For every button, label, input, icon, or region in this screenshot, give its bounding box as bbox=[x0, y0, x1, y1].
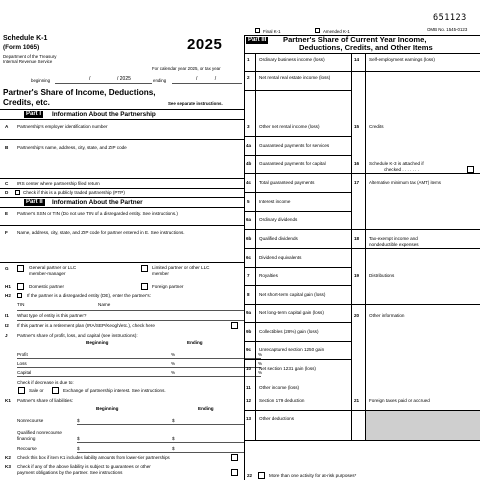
exchange-checkbox[interactable] bbox=[52, 387, 59, 394]
partner-name-label: Name, address, city, state, and ZIP code for partner entered in E. See instructions. bbox=[17, 230, 185, 235]
line-7-label: Royalties bbox=[259, 273, 278, 278]
partnership-name-label: Partnership's name, address, city, state, and ZIP code bbox=[17, 145, 127, 150]
line-11-label: Other income (loss) bbox=[259, 385, 300, 390]
part3-title-line2: Deductions, Credits, and Other Items bbox=[299, 43, 433, 52]
part1-tag: Part I bbox=[26, 111, 42, 117]
ptp-label: Check if this is a publicly traded partnership (PTP) bbox=[23, 190, 125, 195]
letter-j: J bbox=[5, 333, 8, 338]
beginning-date-sep: / bbox=[89, 76, 91, 82]
limited-partner-label-1: Limited partner or other LLC bbox=[152, 265, 210, 270]
letter-i1: I1 bbox=[5, 313, 9, 318]
line-18-num: 18 bbox=[354, 236, 360, 241]
part3-tag: Part III bbox=[248, 37, 267, 43]
letter-k2: K2 bbox=[5, 455, 11, 460]
letter-k1: K1 bbox=[5, 398, 11, 403]
line-6c-num: 6c bbox=[246, 255, 252, 260]
line-18-label-2: nondeductible expenses bbox=[369, 242, 419, 247]
foreign-partner-label: Foreign partner bbox=[152, 284, 184, 289]
line-16-label: Schedule K-3 is attached if bbox=[369, 161, 424, 166]
line-4a-label: Guaranteed payments for services bbox=[259, 143, 330, 148]
line-20-label: Other information bbox=[369, 313, 405, 318]
line-14-label: Self-employment earnings (loss) bbox=[369, 57, 435, 62]
line-12-label: Section 179 deduction bbox=[259, 398, 305, 403]
general-partner-checkbox[interactable] bbox=[17, 265, 24, 272]
k1-beginning-header: Beginning bbox=[96, 406, 119, 411]
see-instructions: See separate instructions. bbox=[168, 101, 223, 106]
line-19-num: 19 bbox=[354, 273, 360, 278]
amended-k1-label: Amended K-1 bbox=[323, 29, 350, 34]
line-4b-label: Guaranteed payments for capital bbox=[259, 161, 326, 166]
de-name-label: Name bbox=[98, 302, 111, 307]
letter-b: B bbox=[5, 145, 9, 150]
line-21-label: Foreign taxes paid or accrued bbox=[369, 398, 430, 403]
limited-partner-checkbox[interactable] bbox=[141, 265, 148, 272]
line-6a-num: 6a bbox=[246, 217, 252, 222]
shaded-area bbox=[366, 410, 480, 440]
beginning-label: beginning bbox=[31, 78, 51, 83]
entity-type-label: What type of entity is this partner? bbox=[17, 313, 87, 318]
line-6b-num: 6b bbox=[246, 236, 252, 241]
line-2-label: Net rental real estate income (loss) bbox=[259, 75, 331, 80]
sale-label: Sale or bbox=[29, 388, 44, 393]
line-5-label: Interest income bbox=[259, 199, 291, 204]
profit-loss-capital-label: Partner's share of profit, loss, and capital (see instructions): bbox=[17, 333, 138, 338]
profit-beg-pct: % bbox=[171, 352, 176, 357]
line-4a-num: 4a bbox=[246, 143, 252, 148]
profit-label: Profit bbox=[17, 352, 28, 357]
line-14-num: 14 bbox=[354, 57, 360, 62]
liabilities-label: Partner's share of liabilities: bbox=[17, 398, 74, 403]
line-22-num: 22 bbox=[247, 473, 253, 478]
de-tin-label: TIN bbox=[17, 302, 25, 307]
amended-k1-checkbox[interactable] bbox=[315, 28, 320, 33]
line-5-num: 5 bbox=[247, 199, 250, 204]
general-partner-label-2: member-manager bbox=[29, 271, 66, 276]
line-20-num: 20 bbox=[354, 313, 360, 318]
retirement-plan-label: If this partner is a retirement plan (IRA/SEP/Keogh/etc.), check here bbox=[17, 323, 155, 328]
letter-c: C bbox=[5, 181, 9, 186]
letter-i2: I2 bbox=[5, 323, 9, 328]
decrease-label: Check if decrease is due to: bbox=[17, 380, 74, 385]
omb-number: OMB No. 1545-0123 bbox=[427, 27, 468, 32]
part3-title-line1: Partner's Share of Current Year Income, bbox=[283, 35, 427, 44]
line-22-label: More than one activity for at-risk purposes* bbox=[269, 473, 357, 478]
k1-title-line1: Partner's Share of Income, Deductions, bbox=[3, 88, 156, 97]
line-4c-num: 4c bbox=[246, 180, 252, 185]
line-15-num: 15 bbox=[354, 124, 360, 129]
letter-d: D bbox=[5, 190, 9, 195]
dept-line2: Internal Revenue Service bbox=[3, 59, 53, 64]
capital-label: Capital bbox=[17, 370, 32, 375]
recourse-beg-dollar: $ bbox=[77, 446, 80, 451]
loss-beg-pct: % bbox=[171, 361, 176, 366]
letter-a: A bbox=[5, 124, 9, 129]
line-12-num: 12 bbox=[246, 398, 252, 403]
loss-label: Loss bbox=[17, 361, 27, 366]
line-19-label: Distributions bbox=[369, 273, 395, 278]
capital-end-pct: % bbox=[258, 370, 263, 375]
ending-label: ending bbox=[153, 78, 167, 83]
calendar-year-text: For calendar year 2025, or tax year bbox=[152, 66, 221, 71]
disregarded-entity-label: If the partner is a disregarded entity (DE), enter the partner's: bbox=[27, 293, 151, 298]
line-10-label: Net section 1231 gain (loss) bbox=[259, 366, 316, 371]
line-1-num: 1 bbox=[247, 57, 250, 62]
capital-beg-pct: % bbox=[171, 370, 176, 375]
line-9b-num: 9b bbox=[246, 329, 252, 334]
qualified-end-dollar: $ bbox=[172, 436, 175, 441]
k1-title-line2: Credits, etc. bbox=[3, 98, 50, 107]
part1-title: Information About the Partnership bbox=[52, 111, 156, 118]
nonrecourse-beg-dollar: $ bbox=[77, 418, 80, 423]
loss-end-pct: % bbox=[258, 361, 263, 366]
part2-title: Information About the Partner bbox=[52, 199, 143, 206]
line-6c-label: Dividend equivalents bbox=[259, 255, 302, 260]
letter-k3: K3 bbox=[5, 464, 11, 469]
dept-line1: Department of the Treasury bbox=[3, 54, 57, 59]
form-number: (Form 1065) bbox=[3, 44, 40, 51]
line-3-label: Other net rental income (loss) bbox=[259, 124, 320, 129]
letter-g: G bbox=[5, 266, 9, 271]
line-4c-label: Total guaranteed payments bbox=[259, 180, 315, 185]
qualified-nonrecourse-label-2: financing bbox=[17, 436, 36, 441]
line-13-num: 13 bbox=[246, 416, 252, 421]
line-17-num: 17 bbox=[354, 180, 360, 185]
guarantee-label-2: payment obligations by the partner. See instructions bbox=[17, 470, 123, 475]
final-k1-checkbox[interactable] bbox=[255, 28, 260, 33]
tax-year: 2025 bbox=[187, 36, 223, 53]
letter-e: E bbox=[5, 211, 9, 216]
line-17-label: Alternative minimum tax (AMT) items bbox=[369, 180, 441, 185]
j-beginning-header: Beginning bbox=[86, 340, 109, 345]
form-barcode-number: 651123 bbox=[433, 13, 467, 23]
guarantee-checkbox[interactable] bbox=[231, 469, 238, 476]
disregarded-entity-checkbox[interactable] bbox=[17, 293, 22, 298]
line-16-checked-label: checked . . . . . . . bbox=[384, 167, 419, 172]
partnership-ein-label: Partnership's employer identification number bbox=[17, 124, 108, 129]
retirement-plan-checkbox[interactable] bbox=[231, 322, 238, 329]
line-1-label: Ordinary business income (loss) bbox=[259, 57, 325, 62]
line-6b-label: Qualified dividends bbox=[259, 236, 298, 241]
line-9b-label: Collectibles (28%) gain (loss) bbox=[259, 329, 319, 334]
foreign-partner-checkbox[interactable] bbox=[141, 283, 148, 290]
part2-tag: Part II bbox=[26, 199, 43, 205]
nonrecourse-label: Nonrecourse bbox=[17, 418, 44, 423]
line-22-checkbox[interactable] bbox=[258, 472, 265, 479]
line-8-label: Net short-term capital gain (loss) bbox=[259, 292, 326, 297]
line-3-num: 3 bbox=[247, 124, 250, 129]
k1-ending-header: Ending bbox=[198, 406, 214, 411]
letter-h1: H1 bbox=[5, 284, 11, 289]
line-2-num: 2 bbox=[247, 75, 250, 80]
line-9a-num: 9a bbox=[246, 310, 252, 315]
qualified-nonrecourse-label-1: Qualified nonrecourse bbox=[17, 430, 62, 435]
recourse-label: Recourse bbox=[17, 446, 37, 451]
domestic-partner-label: Domestic partner bbox=[29, 284, 64, 289]
line-7-num: 7 bbox=[247, 273, 250, 278]
line-8-num: 8 bbox=[247, 292, 250, 297]
line-9a-label: Net long-term capital gain (loss) bbox=[259, 310, 324, 315]
sale-checkbox[interactable] bbox=[18, 387, 25, 394]
line-11-num: 11 bbox=[246, 385, 251, 390]
line-9c-label: Unrecaptured section 1250 gain bbox=[259, 347, 325, 352]
guarantee-label-1: Check if any of the above liability is subject to guarantees or other bbox=[17, 464, 151, 469]
line-18-label-1: Tax-exempt income and bbox=[369, 236, 418, 241]
letter-h2: H2 bbox=[5, 293, 11, 298]
line-6a-label: Ordinary dividends bbox=[259, 217, 298, 222]
j-ending-header: Ending bbox=[187, 340, 203, 345]
beginning-date-year[interactable]: / 2025 bbox=[117, 76, 131, 82]
general-partner-label-1: General partner or LLC bbox=[29, 265, 77, 270]
letter-f: F bbox=[5, 230, 8, 235]
line-10-num: 10 bbox=[246, 366, 252, 371]
schedule-k3-checkbox[interactable] bbox=[467, 166, 474, 173]
nonrecourse-end-dollar: $ bbox=[172, 418, 175, 423]
domestic-partner-checkbox[interactable] bbox=[17, 283, 24, 290]
line-13-label: Other deductions bbox=[259, 416, 294, 421]
partner-ssn-label: Partner's SSN or TIN (Do not use TIN of a disregarded entity. See instructions.) bbox=[17, 211, 178, 216]
final-k1-label: Final K-1 bbox=[263, 29, 281, 34]
line-21-num: 21 bbox=[354, 398, 360, 403]
ptp-checkbox[interactable] bbox=[15, 190, 20, 195]
line-16-num: 16 bbox=[354, 161, 360, 166]
lower-tier-label: Check this box if item K1 includes liability amounts from lower-tier partnerships bbox=[17, 455, 170, 460]
line-4b-num: 4b bbox=[246, 161, 252, 166]
line-15-label: Credits bbox=[369, 124, 384, 129]
lower-tier-checkbox[interactable] bbox=[231, 454, 238, 461]
irs-center-label: IRS center where partnership filed return bbox=[17, 181, 100, 186]
recourse-end-dollar: $ bbox=[172, 446, 175, 451]
schedule-title: Schedule K-1 bbox=[3, 35, 48, 42]
qualified-beg-dollar: $ bbox=[77, 436, 80, 441]
exchange-label: Exchange of partnership interest. See instructions. bbox=[63, 388, 166, 393]
limited-partner-label-2: member bbox=[152, 271, 169, 276]
ending-date[interactable]: / / bbox=[196, 76, 225, 82]
line-9c-num: 9c bbox=[246, 347, 252, 352]
profit-end-pct: % bbox=[258, 352, 263, 357]
